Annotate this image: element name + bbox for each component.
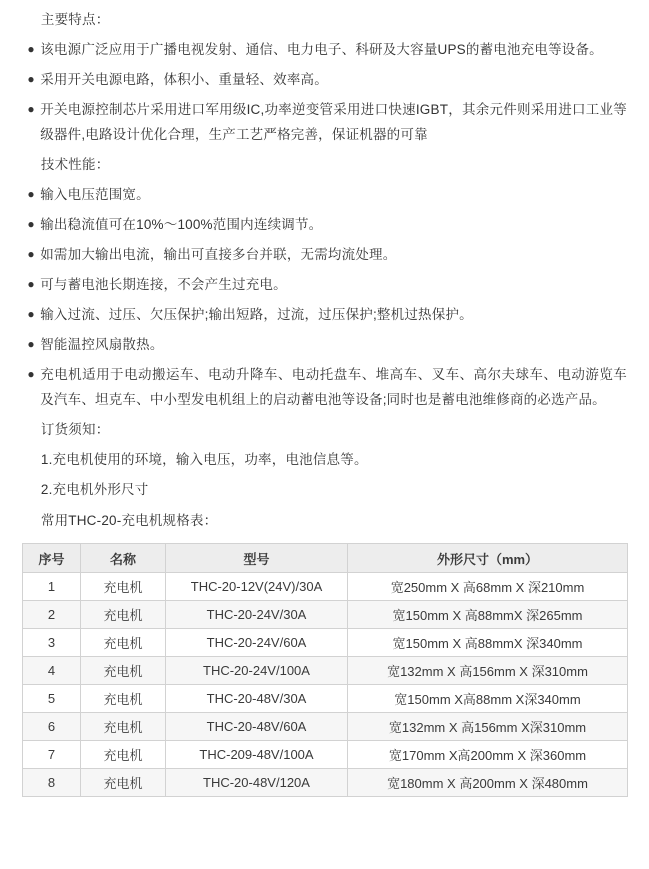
bullet-paragraph (22, 98, 627, 148)
table-cell: THC-20-24V/100A (166, 657, 348, 685)
table-cell: THC-20-12V(24V)/30A (166, 573, 348, 601)
table-cell: THC-20-24V/30A (166, 601, 348, 629)
table-cell: THC-209-48V/100A (166, 741, 348, 769)
paragraph-text: 充电机适用于电动搬运车、电动升降车、电动托盘车、堆高车、叉车、高尔夫球车、电动游览车及汽车、坦克车、中小型发电机组上的启动蓄电池等设备;同时也是蓄电池维修商的必选产品。 (40, 366, 627, 407)
table-row (23, 685, 628, 713)
table-cell: THC-20-48V/120A (166, 769, 348, 797)
table-header-row (23, 544, 628, 573)
table-cell: 6 (23, 713, 81, 741)
bullet-dot-icon: ● (27, 366, 35, 381)
table-cell: 充电机 (81, 741, 166, 769)
paragraph-text: 输出稳流值可在10%～100%范围内连续调节。 (40, 216, 323, 232)
table-cell: THC-20-24V/60A (166, 629, 348, 657)
bullet-dot-icon: ● (27, 186, 35, 201)
table-caption: 常用THC-20-充电机规格表： (40, 513, 218, 529)
table-cell: 宽150mm X高88mm X深340mm (348, 685, 628, 713)
section-heading: 技术性能： (40, 156, 110, 172)
table-cell: 宽250mm X 高68mm X 深210mm (348, 573, 628, 601)
document-body (22, 8, 627, 502)
table-cell: 7 (23, 741, 81, 769)
table-cell: 8 (23, 769, 81, 797)
table-cell: 3 (23, 629, 81, 657)
paragraph-text: 该电源广泛应用于广播电视发射、通信、电力电子、科研及大容量UPS的蓄电池充电等设备。 (40, 41, 603, 57)
table-cell: 充电机 (81, 713, 166, 741)
table-row (23, 601, 628, 629)
paragraph-text: 输入过流、过压、欠压保护;输出短路，过流，过压保护;整机过热保护。 (40, 306, 473, 322)
bullet-dot-icon: ● (27, 71, 35, 86)
table-cell: 充电机 (81, 601, 166, 629)
table-header-cell: 型号 (166, 544, 348, 573)
paragraph-text: 智能温控风扇散热。 (40, 336, 164, 352)
table-body (23, 573, 628, 797)
bullet-paragraph (22, 273, 627, 298)
table-cell: 充电机 (81, 769, 166, 797)
table-cell: 宽132mm X 高156mm X深310mm (348, 713, 628, 741)
table-cell: 宽150mm X 高88mmX 深265mm (348, 601, 628, 629)
bullet-paragraph (22, 213, 627, 238)
table-cell: 宽150mm X 高88mmX 深340mm (348, 629, 628, 657)
table-header-cell: 序号 (23, 544, 81, 573)
table-cell: 5 (23, 685, 81, 713)
table-row (23, 629, 628, 657)
bullet-paragraph (22, 243, 627, 268)
table-row (23, 657, 628, 685)
bullet-paragraph (22, 38, 627, 63)
bullet-dot-icon: ● (27, 246, 35, 261)
section-heading: 订货须知： (40, 421, 110, 437)
bullet-dot-icon: ● (27, 216, 35, 231)
table-cell: 宽180mm X 高200mm X 深480mm (348, 769, 628, 797)
paragraph-text: 如需加大输出电流，输出可直接多台并联，无需均流处理。 (40, 246, 397, 262)
paragraph-text: 采用开关电源电路，体积小、重量轻、效率高。 (40, 71, 328, 87)
table-row (23, 769, 628, 797)
numbered-paragraph: 2.充电机外形尺寸 (40, 481, 149, 497)
table-cell: THC-20-48V/60A (166, 713, 348, 741)
bullet-paragraph (22, 303, 627, 328)
paragraph-text: 开关电源控制芯片采用进口军用级IC,功率逆变管采用进口快速IGBT，其余元件则采用进口工业等级器件,电路设计优化合理，生产工艺严格完善，保证机器的可靠 (40, 101, 627, 142)
table-row (23, 741, 628, 769)
table-header (23, 544, 628, 573)
table-cell: 充电机 (81, 629, 166, 657)
bullet-paragraph (22, 363, 627, 413)
table-cell: 宽170mm X高200mm X 深360mm (348, 741, 628, 769)
bullet-dot-icon: ● (27, 276, 35, 291)
paragraph-text: 可与蓄电池长期连接，不会产生过充电。 (40, 276, 287, 292)
bullet-paragraph (22, 68, 627, 93)
spec-table (22, 543, 628, 797)
table-cell: THC-20-48V/30A (166, 685, 348, 713)
bullet-dot-icon: ● (27, 306, 35, 321)
bullet-paragraph (22, 183, 627, 208)
table-row (23, 573, 628, 601)
table-cell: 充电机 (81, 573, 166, 601)
table-header-cell: 外形尺寸（mm） (348, 544, 628, 573)
section-heading: 主要特点： (40, 12, 110, 27)
table-cell: 充电机 (81, 657, 166, 685)
table-header-cell: 名称 (81, 544, 166, 573)
table-cell: 4 (23, 657, 81, 685)
bullet-dot-icon: ● (27, 101, 35, 116)
numbered-paragraph: 1.充电机使用的环境，输入电压，功率，电池信息等。 (40, 451, 368, 467)
bullet-dot-icon: ● (27, 336, 35, 351)
table-cell: 1 (23, 573, 81, 601)
bullet-paragraph (22, 333, 627, 358)
table-row (23, 713, 628, 741)
table-cell: 宽132mm X 高156mm X 深310mm (348, 657, 628, 685)
bullet-dot-icon: ● (27, 41, 35, 56)
paragraph-text: 输入电压范围宽。 (40, 186, 150, 202)
table-cell: 充电机 (81, 685, 166, 713)
table-cell: 2 (23, 601, 81, 629)
